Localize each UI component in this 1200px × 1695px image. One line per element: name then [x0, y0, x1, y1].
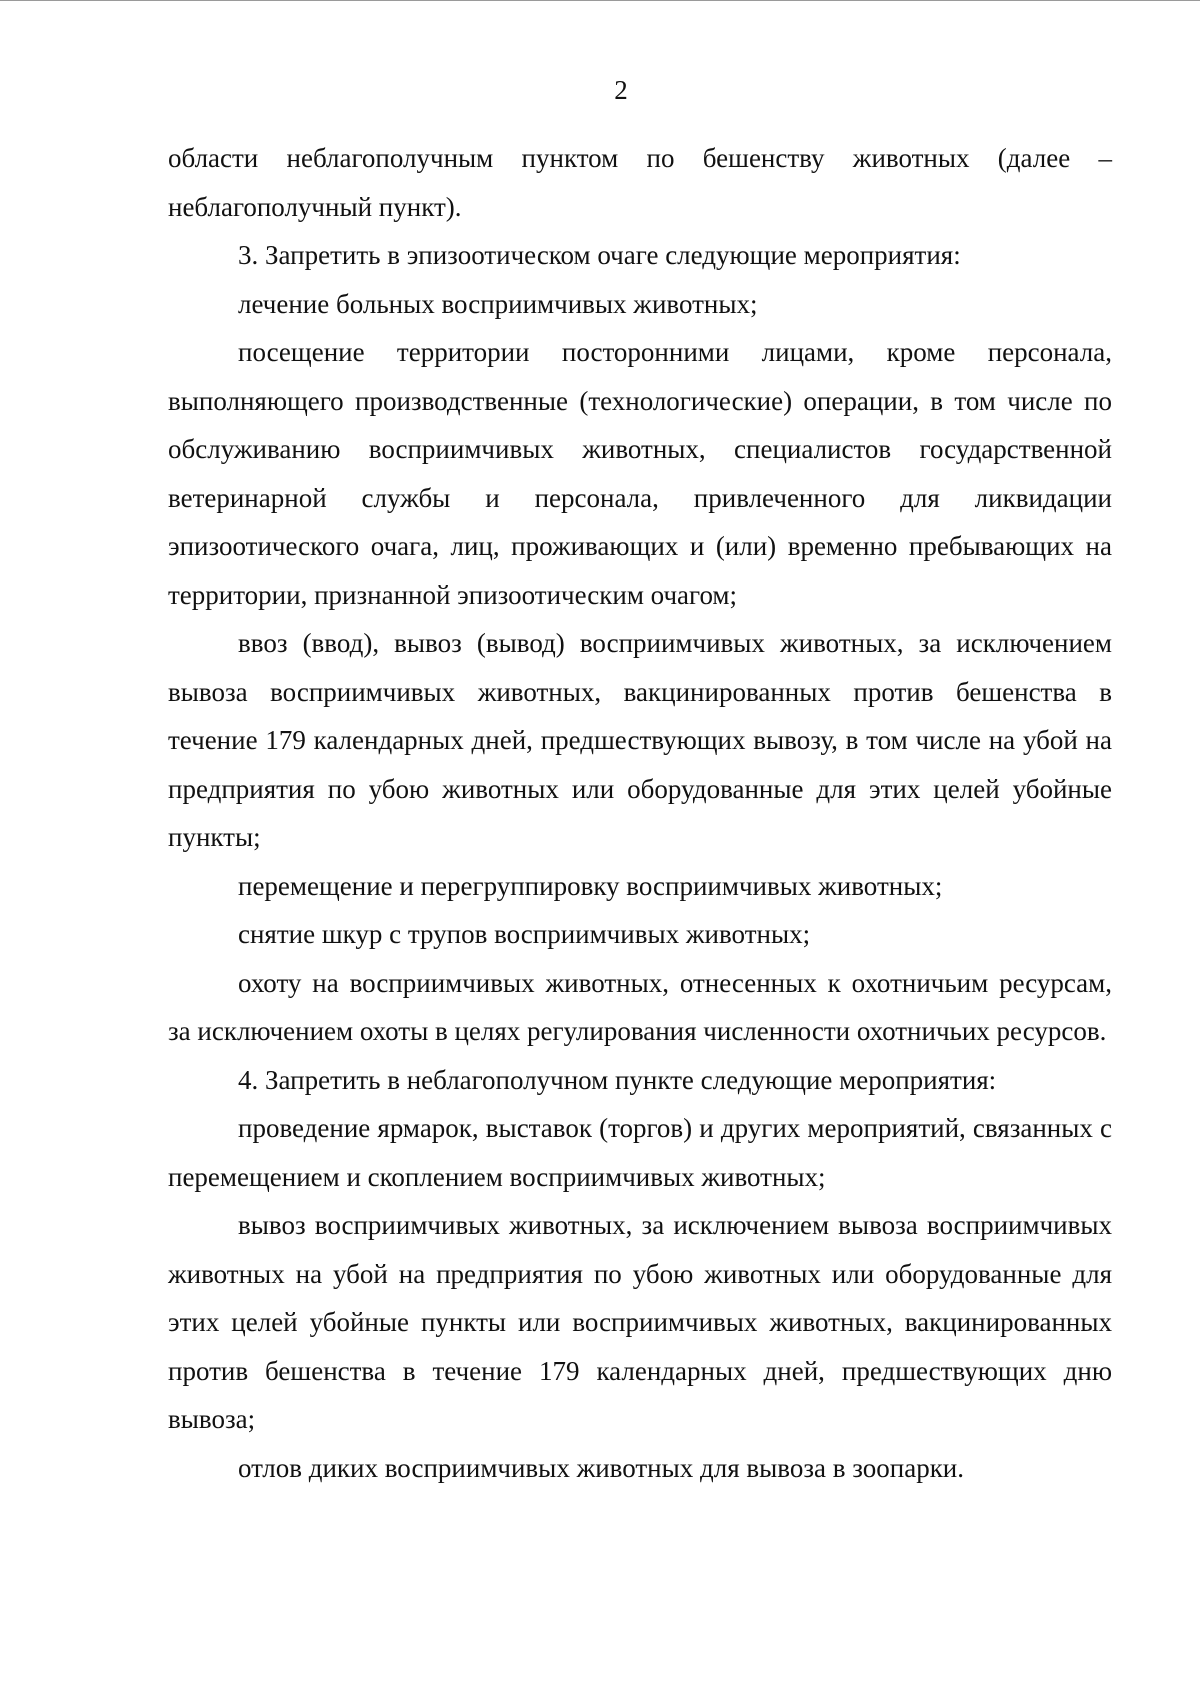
paragraph-continuation: области неблагополучным пунктом по бешенству животных (далее – неблагополучный пункт).	[168, 143, 1112, 222]
paragraph-item-3: 3. Запретить в эпизоотическом очаге следующие мероприятия:	[238, 240, 961, 270]
paragraph-skinning-ban: снятие шкур с трупов восприимчивых животных;	[238, 919, 811, 949]
paragraph-treatment-ban: лечение больных восприимчивых животных;	[238, 288, 758, 319]
document-body	[168, 134, 1112, 1492]
paragraph-capture-ban: отлов диких восприимчивых животных для вывоза в зоопарки.	[238, 1452, 965, 1483]
paragraph-fairs-ban: проведение ярмарок, выставок (торгов) и других мероприятий, связанных с перемещением и скоплением восприимчивых животных;	[168, 1113, 1112, 1192]
paragraph-visit-ban: посещение территории посторонними лицами, кроме персонала, выполняющего производственные (технологические) операции, в том числе по обслуживанию восприимчивых животных, специалистов государственной ветеринарной службы и персонала, привлеченного для ликвидации эпизоотического очага, лиц, проживающих и (или) временно пребывающих на территории, признанной эпизоотическим очагом;	[168, 337, 1112, 610]
paragraph-item-4: 4. Запретить в неблагополучном пункте следующие мероприятия:	[238, 1064, 997, 1095]
page-number: 2	[614, 75, 628, 105]
paragraph-regrouping-ban: перемещение и перегруппировку восприимчивых животных;	[238, 870, 943, 901]
paragraph-hunting-ban: охоту на восприимчивых животных, отнесенных к охотничьим ресурсам, за исключением охоты в целях регулирования численности охотничьих ресурсов.	[168, 967, 1112, 1046]
paragraph-export-ban: вывоз восприимчивых животных, за исключением вывоза восприимчивых животных на убой на предприятия по убою животных или оборудованные для этих целей убойные пункты или восприимчивых животных, вакцинированных против бешенства в течение 179 календарных дней, предшествующих дню вывоза;	[168, 1210, 1112, 1434]
paragraph-import-export-ban: ввоз (ввод), вывоз (вывод) восприимчивых животных, за исключением вывоза восприимчивых животных, вакцинированных против бешенства в течение 179 календарных дней, предшествующих вывозу, в том числе на убой на предприятия по убою животных или оборудованные для этих целей убойные пункты;	[168, 628, 1112, 852]
